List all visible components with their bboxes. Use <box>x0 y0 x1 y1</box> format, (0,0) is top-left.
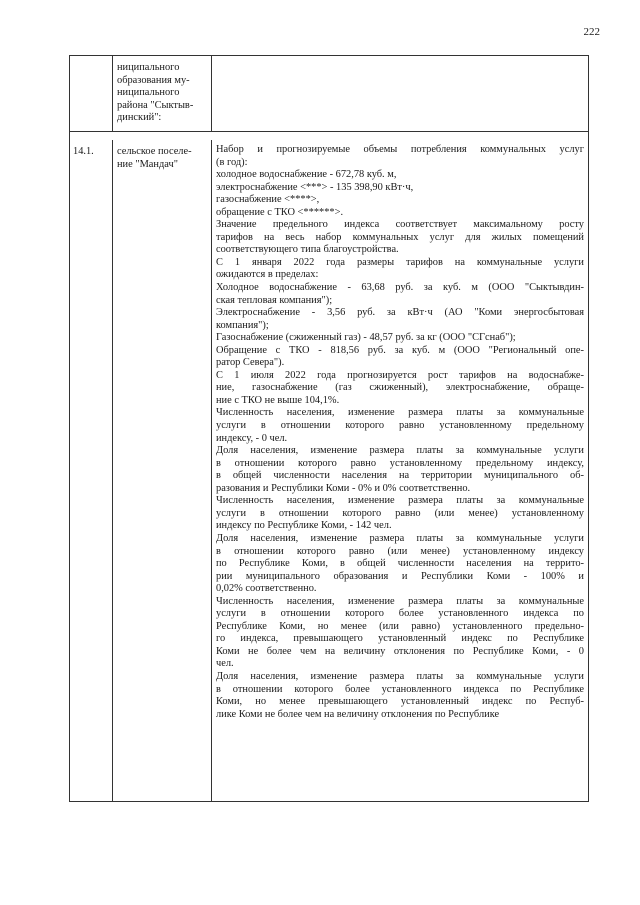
text-line: сельское поселе- <box>117 146 192 157</box>
text-line: Электроснабжение - 3,56 руб. за кВт·ч (АО "Коми энергосбытовая <box>216 307 584 319</box>
text-line: услуги в отношении которого равно (или менее) установленному <box>216 507 584 519</box>
paragraph <box>216 169 584 182</box>
paragraph <box>216 257 584 282</box>
text-line: Численность населения, изменение размера платы за коммунальные <box>216 407 584 419</box>
paragraph <box>216 219 584 257</box>
text-line: в отношении которого равно (или менее) установленному индексу <box>216 545 584 557</box>
text-line: лике Коми не более чем на величину отклонения по Республике <box>216 708 500 720</box>
text-line: го индекса, превышающего установленный индекс по Республике <box>216 633 584 645</box>
text-line: услуги в отношении которого равно установленному предельному <box>216 420 584 432</box>
text-line: ратор Севера"). <box>216 357 285 369</box>
paragraph <box>216 495 584 533</box>
text-line: Доля населения, изменение размера платы за коммунальные услуги <box>216 445 584 457</box>
text-line: индексу по Республике Коми, - 142 чел. <box>216 520 392 532</box>
text-line: Численность населения, изменение размера платы за коммунальные <box>216 495 584 507</box>
paragraph <box>216 596 584 671</box>
row-number-cell: 14.1. <box>73 146 94 157</box>
text-line: ние, газоснабжение (газ сжиженный), электроснабжение, обраще- <box>216 382 584 394</box>
text-line: ниципального <box>117 87 180 99</box>
text-line: в отношении которого более установленного индекса по Республике <box>216 683 584 695</box>
table-row <box>70 56 588 131</box>
row-number-cell <box>70 56 112 131</box>
text-line: рии муниципального образования и Республики Коми - 100% и <box>216 570 584 582</box>
text-line: по Республике Коми, в общей численности населения на террито- <box>216 558 584 570</box>
text-line: соответствующего типа благоустройства. <box>216 244 399 256</box>
text-line: Набор и прогнозируемые объемы потребления коммунальных услуг <box>216 144 584 155</box>
table-row <box>70 140 588 801</box>
text-line: (в год): <box>216 156 248 168</box>
text-line: Доля населения, изменение размера платы за коммунальные услуги <box>216 670 584 682</box>
text-line: ние "Мандач" <box>117 158 178 170</box>
text-line: холодное водоснабжение - 672,78 куб. м, <box>216 169 397 181</box>
paragraph <box>216 407 584 445</box>
text-line: динский": <box>117 112 162 124</box>
text-line: Коми, но менее превышающего установленный индекс по Респуб- <box>216 696 584 708</box>
description-cell <box>211 56 588 131</box>
text-line: Газоснабжение (сжиженный газ) - 48,57 руб. за кг (ООО "СГснаб"); <box>216 332 516 344</box>
text-line: ние с ТКО не выше 104,1%. <box>216 394 340 406</box>
text-line: Доля населения, изменение размера платы за коммунальные услуги <box>216 532 584 544</box>
municipality-name-cell <box>112 140 211 801</box>
paragraph <box>216 332 584 345</box>
text-line: обращение с ТКО <******>. <box>216 206 344 218</box>
paragraph <box>216 144 584 169</box>
text-line: С 1 июля 2022 года прогнозируется рост тарифов на водоснабже- <box>216 369 584 381</box>
text-line: ожидаются в пределах: <box>216 269 319 281</box>
text-line: Значение предельного индекса соответствует максимальному росту <box>216 219 584 231</box>
row-separator <box>70 131 588 140</box>
text-line: С 1 января 2022 года размеры тарифов на коммунальные услуги <box>216 256 584 268</box>
text-line: электроснабжение <***> - 135 398,90 кВт·ч, <box>216 181 414 193</box>
paragraph <box>216 307 584 332</box>
text-line: Численность населения, изменение размера платы за коммунальные <box>216 595 584 607</box>
paragraph <box>216 345 584 370</box>
text-line: Республике Коми, но менее (или равно) установленного предельно- <box>216 620 584 632</box>
document-table <box>69 55 589 802</box>
text-line: в отношении которого равно установленному предельному индексу, <box>216 457 584 469</box>
paragraph <box>216 282 584 307</box>
text-line: услуги в отношении которого более установленного индекса по <box>216 608 584 620</box>
paragraph <box>216 671 584 721</box>
page-number: 222 <box>583 26 600 38</box>
text-line: 0,02% соответственно. <box>216 583 317 595</box>
text-line: образования му- <box>117 74 190 86</box>
text-line: Обращение с ТКО - 818,56 руб. за куб. м (ООО "Региональный опе- <box>216 344 584 356</box>
text-line: газоснабжение <****>, <box>216 194 320 206</box>
text-line: ская тепловая компания"); <box>216 294 333 306</box>
paragraph <box>216 533 584 596</box>
municipality-name-cell <box>112 56 211 131</box>
text-line: Холодное водоснабжение - 63,68 руб. за куб. м (ООО "Сыктывдин- <box>216 282 584 294</box>
description-cell <box>211 140 588 801</box>
paragraph <box>216 445 584 495</box>
text-line: чел. <box>216 658 234 670</box>
text-line: Коми не более чем на величину отклонения по Республике Коми, - 0 <box>216 645 584 657</box>
text-line: ниципального <box>117 62 180 73</box>
paragraph <box>216 182 584 195</box>
paragraph <box>216 370 584 408</box>
text-line: компания"); <box>216 319 269 331</box>
paragraph <box>216 194 584 207</box>
text-line: тарифов на весь набор коммунальных услуг для жилых помещений <box>216 231 584 243</box>
text-line: района "Сыктыв- <box>117 99 194 111</box>
text-line: индексу, - 0 чел. <box>216 432 288 444</box>
text-line: разования и Республики Коми - 0% и 0% соответственно. <box>216 482 471 494</box>
paragraph <box>216 207 584 220</box>
text-line: в общей численности населения на территории муниципального об- <box>216 470 584 482</box>
